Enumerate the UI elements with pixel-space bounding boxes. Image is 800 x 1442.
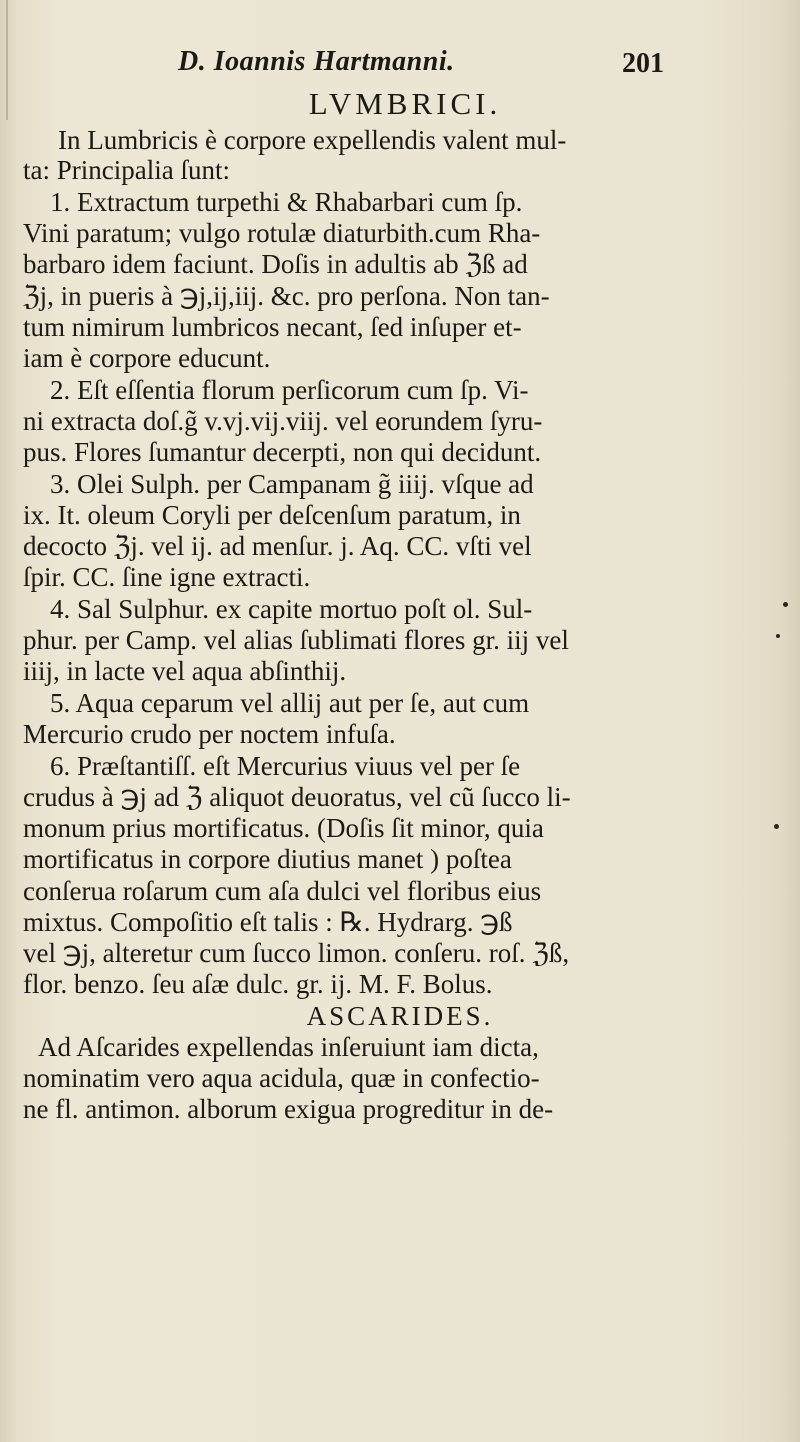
- text-line: conſerua roſarum cum aſa dulci vel floribus eius: [23, 876, 542, 906]
- text-line: In Lumbricis è corpore expellendis valent mul-: [58, 125, 567, 155]
- text-line: decocto ℨj. vel ij. ad menſur. j. Aq. CC. vſti vel: [23, 531, 532, 561]
- section-title: LVMBRICI.: [308, 86, 502, 121]
- text-line: 6. Præſtantiſſ. eſt Mercurius viuus vel per ſe: [50, 751, 521, 781]
- text-line: ℨj, in pueris à ℈j,ij,iij. &c. pro perſona. Non tan-: [23, 281, 550, 311]
- text-line: 4. Sal Sulphur. ex capite mortuo poſt ol. Sul-: [50, 594, 533, 624]
- text-line: ſpir. CC. ſine igne extracti.: [23, 562, 311, 592]
- text-line: 1. Extractum turpethi & Rhabarbari cum ſp.: [50, 187, 523, 217]
- ink-speck: [776, 634, 780, 638]
- text-line: tum nimirum lumbricos necant, ſed inſuper et-: [23, 312, 522, 342]
- text-line: crudus à ℈j ad ℨ aliquot deuoratus, vel cũ ſucco li-: [23, 782, 571, 812]
- text-line: monum prius mortificatus. (Doſis ſit minor, quia: [23, 813, 544, 843]
- text-line: mortificatus in corpore diutius manet ) poſtea: [23, 844, 512, 874]
- text-line: flor. benzo. ſeu aſæ dulc. gr. ij. M. F. Bolus.: [23, 969, 493, 999]
- text-line: ta: Principalia ſunt:: [23, 155, 230, 185]
- text-line: ix. It. oleum Coryli per deſcenſum paratum, in: [23, 500, 521, 530]
- page-number: 201: [622, 48, 664, 79]
- running-head: D. Ioannis Hartmanni.: [178, 46, 455, 77]
- subheading: ASCARIDES.: [306, 1001, 494, 1031]
- text-line: pus. Flores ſumantur decerpti, non qui decidunt.: [23, 437, 542, 467]
- text-line: Mercurio crudo per noctem infuſa.: [23, 719, 396, 749]
- text-line: vel ℈j, alteretur cum ſucco limon. conſeru. roſ. ℨß,: [23, 938, 570, 968]
- text-line: Vini paratum; vulgo rotulæ diaturbith.cum Rha-: [23, 218, 541, 248]
- text-line: 5. Aqua ceparum vel allij aut per ſe, aut cum: [50, 688, 530, 718]
- text-line: nominatim vero aqua acidula, quæ in confectio-: [23, 1063, 540, 1093]
- text-line: mixtus. Compoſitio eſt talis : ℞. Hydrarg. ℈ß: [23, 907, 513, 937]
- text-line: iam è corpore educunt.: [23, 343, 271, 373]
- text-line: iiij, in lacte vel aqua abſinthij.: [23, 656, 347, 686]
- text-line: 2. Eſt eſſentia florum perſicorum cum ſp. Vi-: [50, 375, 529, 405]
- text-line: phur. per Camp. vel alias ſublimati flores gr. iij vel: [23, 625, 569, 655]
- text-line: Ad Aſcarides expellendas inſeruiunt iam dicta,: [38, 1032, 539, 1062]
- ink-speck: [774, 824, 779, 829]
- text-line: 3. Olei Sulph. per Campanam g̃ iiij. vſque ad: [50, 469, 534, 499]
- page-header: [0, 46, 800, 86]
- ink-speck: [783, 602, 788, 607]
- text-line: ne fl. antimon. alborum exigua progreditur in de-: [23, 1094, 554, 1124]
- text-line: barbaro idem faciunt. Doſis in adultis ab ℨß ad: [23, 249, 528, 279]
- text-line: ni extracta doſ.g̃ v.vj.vij.viij. vel eorundem ſyru-: [23, 406, 543, 436]
